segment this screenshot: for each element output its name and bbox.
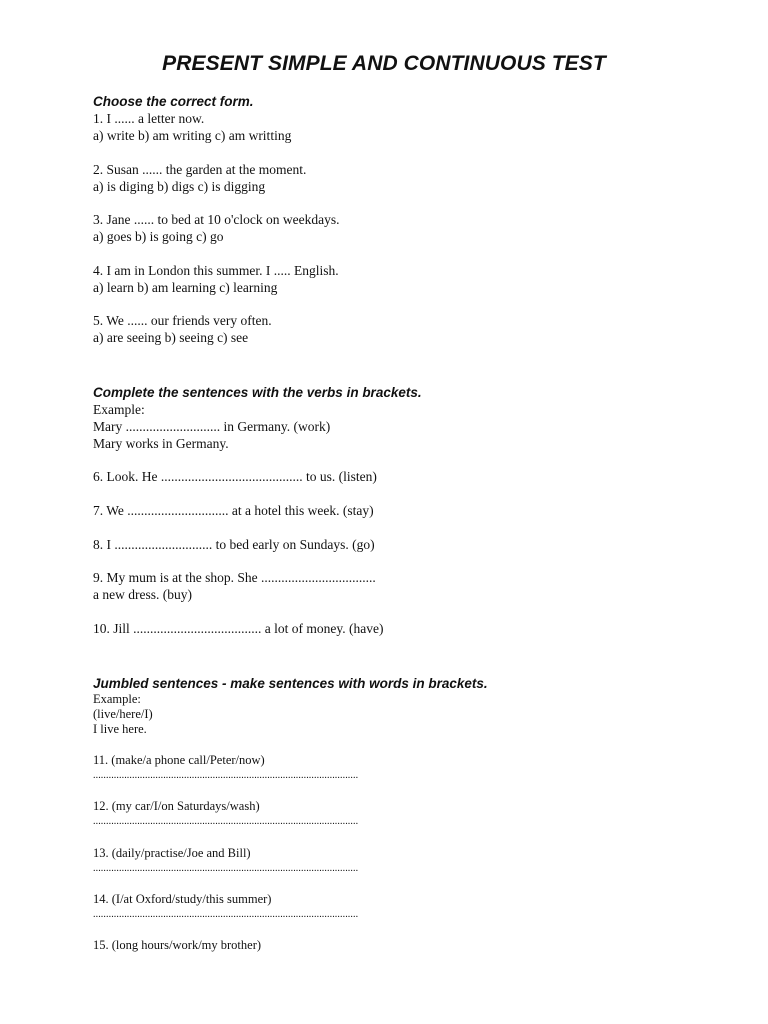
example-question: Mary ............................ in Germany. (work) — [93, 419, 331, 434]
section-heading-complete-sentences: Complete the sentences with the verbs in brackets. — [93, 385, 422, 400]
question-1-options: a) write b) am writing c) am writting — [93, 128, 292, 143]
question-12: 12. (my car/I/on Saturdays/wash) — [93, 799, 260, 813]
question-3: 3. Jane ...... to bed at 10 o'clock on weekdays. — [93, 212, 340, 227]
page-title: PRESENT SIMPLE AND CONTINUOUS TEST — [162, 52, 606, 75]
example-label: Example: — [93, 692, 141, 706]
question-5: 5. We ...... our friends very often. — [93, 313, 272, 328]
question-2-options: a) is diging b) digs c) is digging — [93, 179, 266, 194]
question-8: 8. I ............................. to bed early on Sundays. (go) — [93, 537, 375, 552]
example-question: (live/here/I) — [93, 707, 153, 721]
answer-line-14: ...................................................................................................... — [93, 909, 359, 920]
question-15: 15. (long hours/work/my brother) — [93, 938, 262, 952]
question-14: 14. (I/at Oxford/study/this summer) — [93, 892, 272, 906]
section-heading-choose-form: Choose the correct form. — [93, 94, 254, 109]
question-11: 11. (make/a phone call/Peter/now) — [93, 753, 265, 767]
question-4: 4. I am in London this summer. I ..... English. — [93, 263, 339, 278]
answer-line-11: ...................................................................................................... — [93, 770, 359, 781]
question-10: 10. Jill ...................................... a lot of money. (have) — [93, 621, 384, 636]
question-3-options: a) goes b) is going c) go — [93, 229, 224, 244]
question-7: 7. We .............................. at a hotel this week. (stay) — [93, 503, 374, 518]
question-6: 6. Look. He .......................................... to us. (listen) — [93, 469, 377, 484]
question-5-options: a) are seeing b) seeing c) see — [93, 330, 249, 345]
question-2: 2. Susan ...... the garden at the moment. — [93, 162, 307, 177]
answer-line-12: ...................................................................................................... — [93, 816, 359, 827]
example-answer: I live here. — [93, 722, 147, 736]
question-13: 13. (daily/practise/Joe and Bill) — [93, 846, 251, 860]
question-9: 9. My mum is at the shop. She .................................. — [93, 570, 376, 585]
example-label: Example: — [93, 402, 145, 417]
example-answer: Mary works in Germany. — [93, 436, 229, 451]
answer-line-13: ...................................................................................................... — [93, 863, 359, 874]
question-4-options: a) learn b) am learning c) learning — [93, 280, 278, 295]
question-9-continued: a new dress. (buy) — [93, 587, 192, 602]
section-heading-jumbled-sentences: Jumbled sentences - make sentences with words in brackets. — [93, 676, 488, 691]
question-1: 1. I ...... a letter now. — [93, 111, 205, 126]
